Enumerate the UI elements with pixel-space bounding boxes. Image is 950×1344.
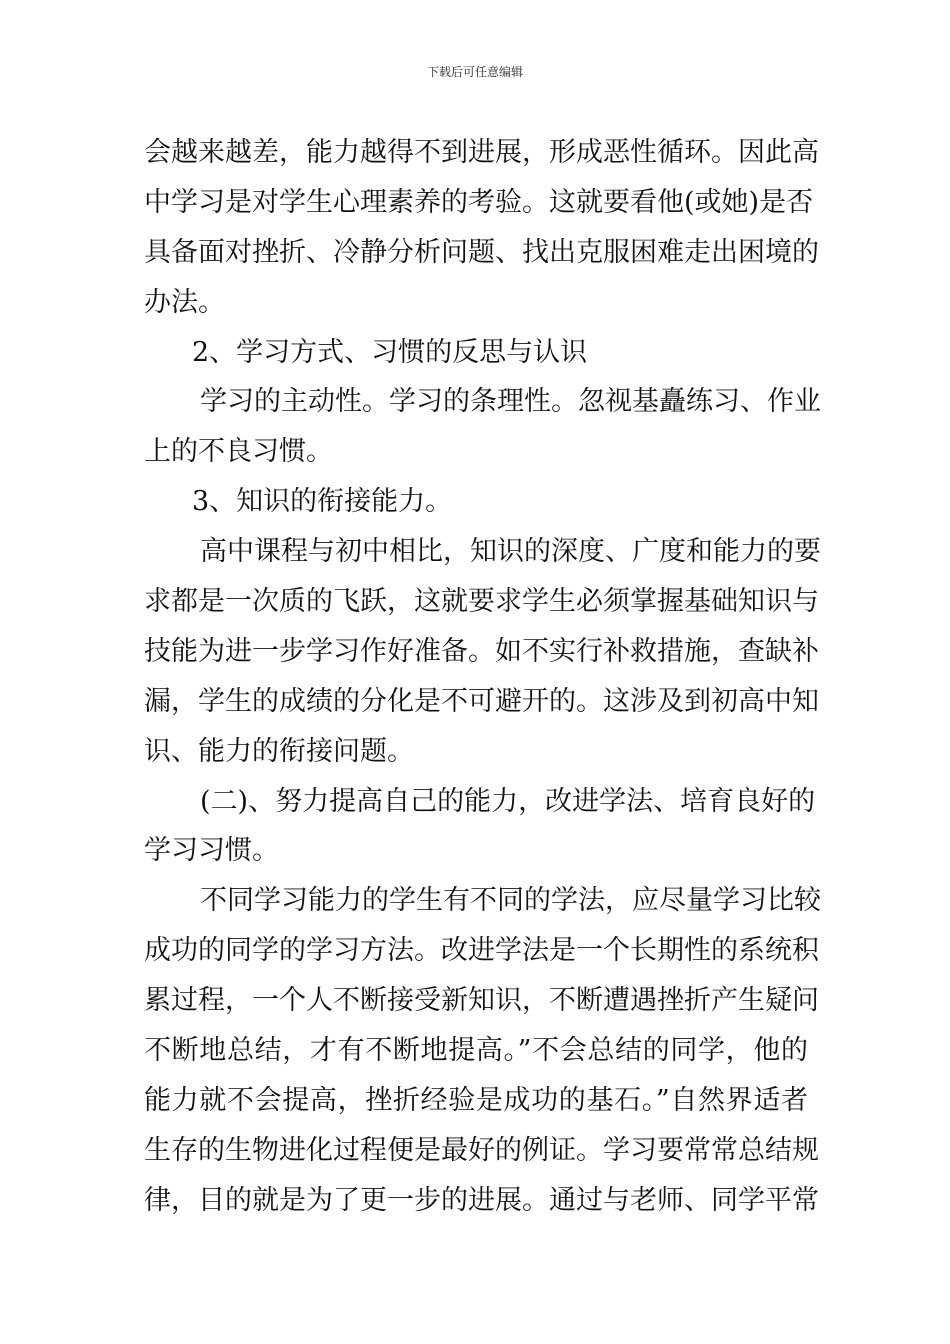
text-line: 不同学习能力的学生有不同的学法，应尽量学习比较 [200, 885, 821, 917]
document-body [144, 128, 821, 1226]
text-line: 学习习惯。 [144, 835, 279, 867]
text-line: 求都是一次质的飞跃，这就要求学生必须掌握基础知识与 [144, 586, 819, 618]
text-line: 累过程，一个人不断接受新知识，不断遭遇挫折产生疑问 [144, 985, 819, 1017]
text-line: 技能为进一步学习作好准备。如不实行补救措施，查缺补 [144, 635, 819, 667]
text-line: 会越来越差，能力越得不到进展，形成恶性循环。因此高 [144, 137, 819, 168]
text-line: 办法。 [144, 286, 225, 318]
text-line: 成功的同学的学习方法。改进学法是一个长期性的系统积 [144, 935, 819, 967]
section-heading: 3、知识的衔接能力。 [192, 486, 453, 518]
text-line: 律，目的就是为了更一步的进展。通过与老师、同学平常 [144, 1184, 819, 1216]
text-line: 高中课程与初中相比，知识的深度、广度和能力的要 [200, 536, 821, 568]
text-line: 具备面对挫折、冷静分析问题、找出克服困难走出困境的 [144, 236, 819, 268]
text-line: 识、能力的衔接问题。 [144, 735, 414, 767]
text-line: 生存的生物进化过程便是最好的例证。学习要常常总结规 [144, 1134, 819, 1166]
page-header: 下载后可任意编辑 [426, 65, 523, 79]
text-line: 漏，学生的成绩的分化是不可避开的。这涉及到初高中知 [144, 685, 819, 717]
section-heading: (二)、努力提高自己的能力，改进学法、培育良好的 [200, 785, 816, 817]
text-line: 学习的主动性。学习的条理性。忽视基矗练习、作业 [200, 386, 821, 418]
section-heading: 2、学习方式、习惯的反思与认识 [192, 336, 588, 368]
text-line: 上的不良习惯。 [144, 436, 333, 468]
text-line: 中学习是对学生心理素养的考验。这就要看他(或她)是否 [144, 186, 814, 218]
text-line: 能力就不会提高，挫折经验是成功的基石。”自然界适者 [144, 1084, 808, 1116]
text-line: 不断地总结，才有不断地提高。”不会总结的同学，他的 [144, 1035, 808, 1067]
